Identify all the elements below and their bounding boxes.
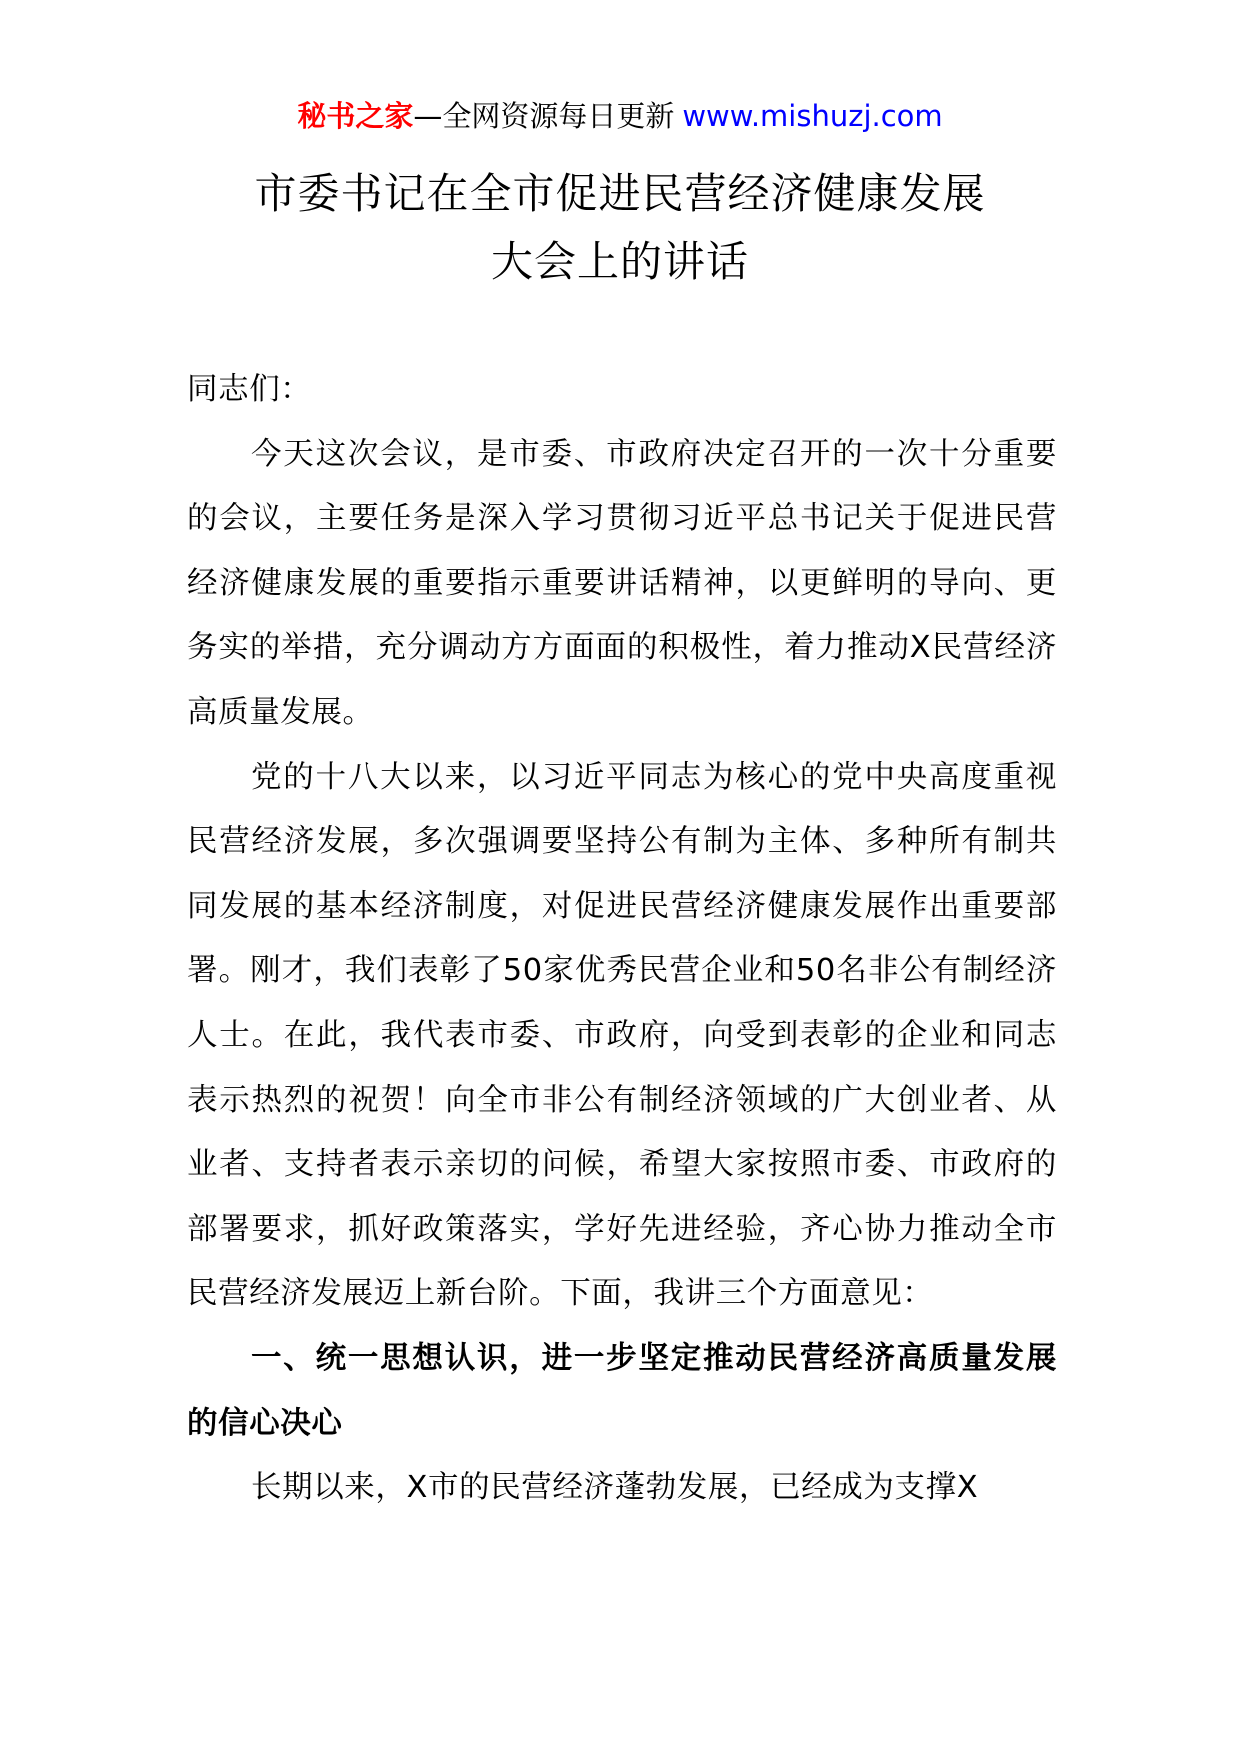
document-body: [187, 358, 1057, 1521]
paragraph: 长期以来，X市的民营经济蓬勃发展，已经成为支撑X: [251, 1470, 979, 1506]
website-link[interactable]: www.mishuzj.com: [682, 99, 943, 133]
watermark-banner: [0, 98, 1240, 134]
banner-tagline: —全网资源每日更新: [413, 99, 675, 133]
document-title: [0, 160, 1240, 296]
brand-name: 秘书之家: [297, 99, 414, 133]
title-line-2: 大会上的讲话: [490, 237, 749, 286]
paragraph: 今天这次会议，是市委、市政府决定召开的一次十分重要的会议，主要任务是深入学习贯彻习近平总书记关于促进民营经济健康发展的重要指示重要讲话精神，以更鲜明的导向、更务实的举措，充分调动方方面面的积极性，着力推动X民营经济高质量发展。: [187, 436, 1057, 730]
title-line-1: 市委书记在全市促进民营经济健康发展: [254, 169, 986, 218]
section-heading: 一、统一思想认识，进一步坚定推动民营经济高质量发展的信心决心: [187, 1340, 1057, 1441]
paragraph: 党的十八大以来，以习近平同志为核心的党中央高度重视民营经济发展，多次强调要坚持公有制为主体、多种所有制共同发展的基本经济制度，对促进民营经济健康发展作出重要部署。刚才，我们表彰了50家优秀民营企业和50名非公有制经济人士。在此，我代表市委、市政府，向受到表彰的企业和同志表示热烈的祝贺！向全市非公有制经济领域的广大创业者、从业者、支持者表示亲切的问候，希望大家按照市委、市政府的部署要求，抓好政策落实，学好先进经验，齐心协力推动全市民营经济发展迈上新台阶。下面，我讲三个方面意见：: [187, 759, 1057, 1312]
salutation: 同志们：: [187, 372, 312, 407]
